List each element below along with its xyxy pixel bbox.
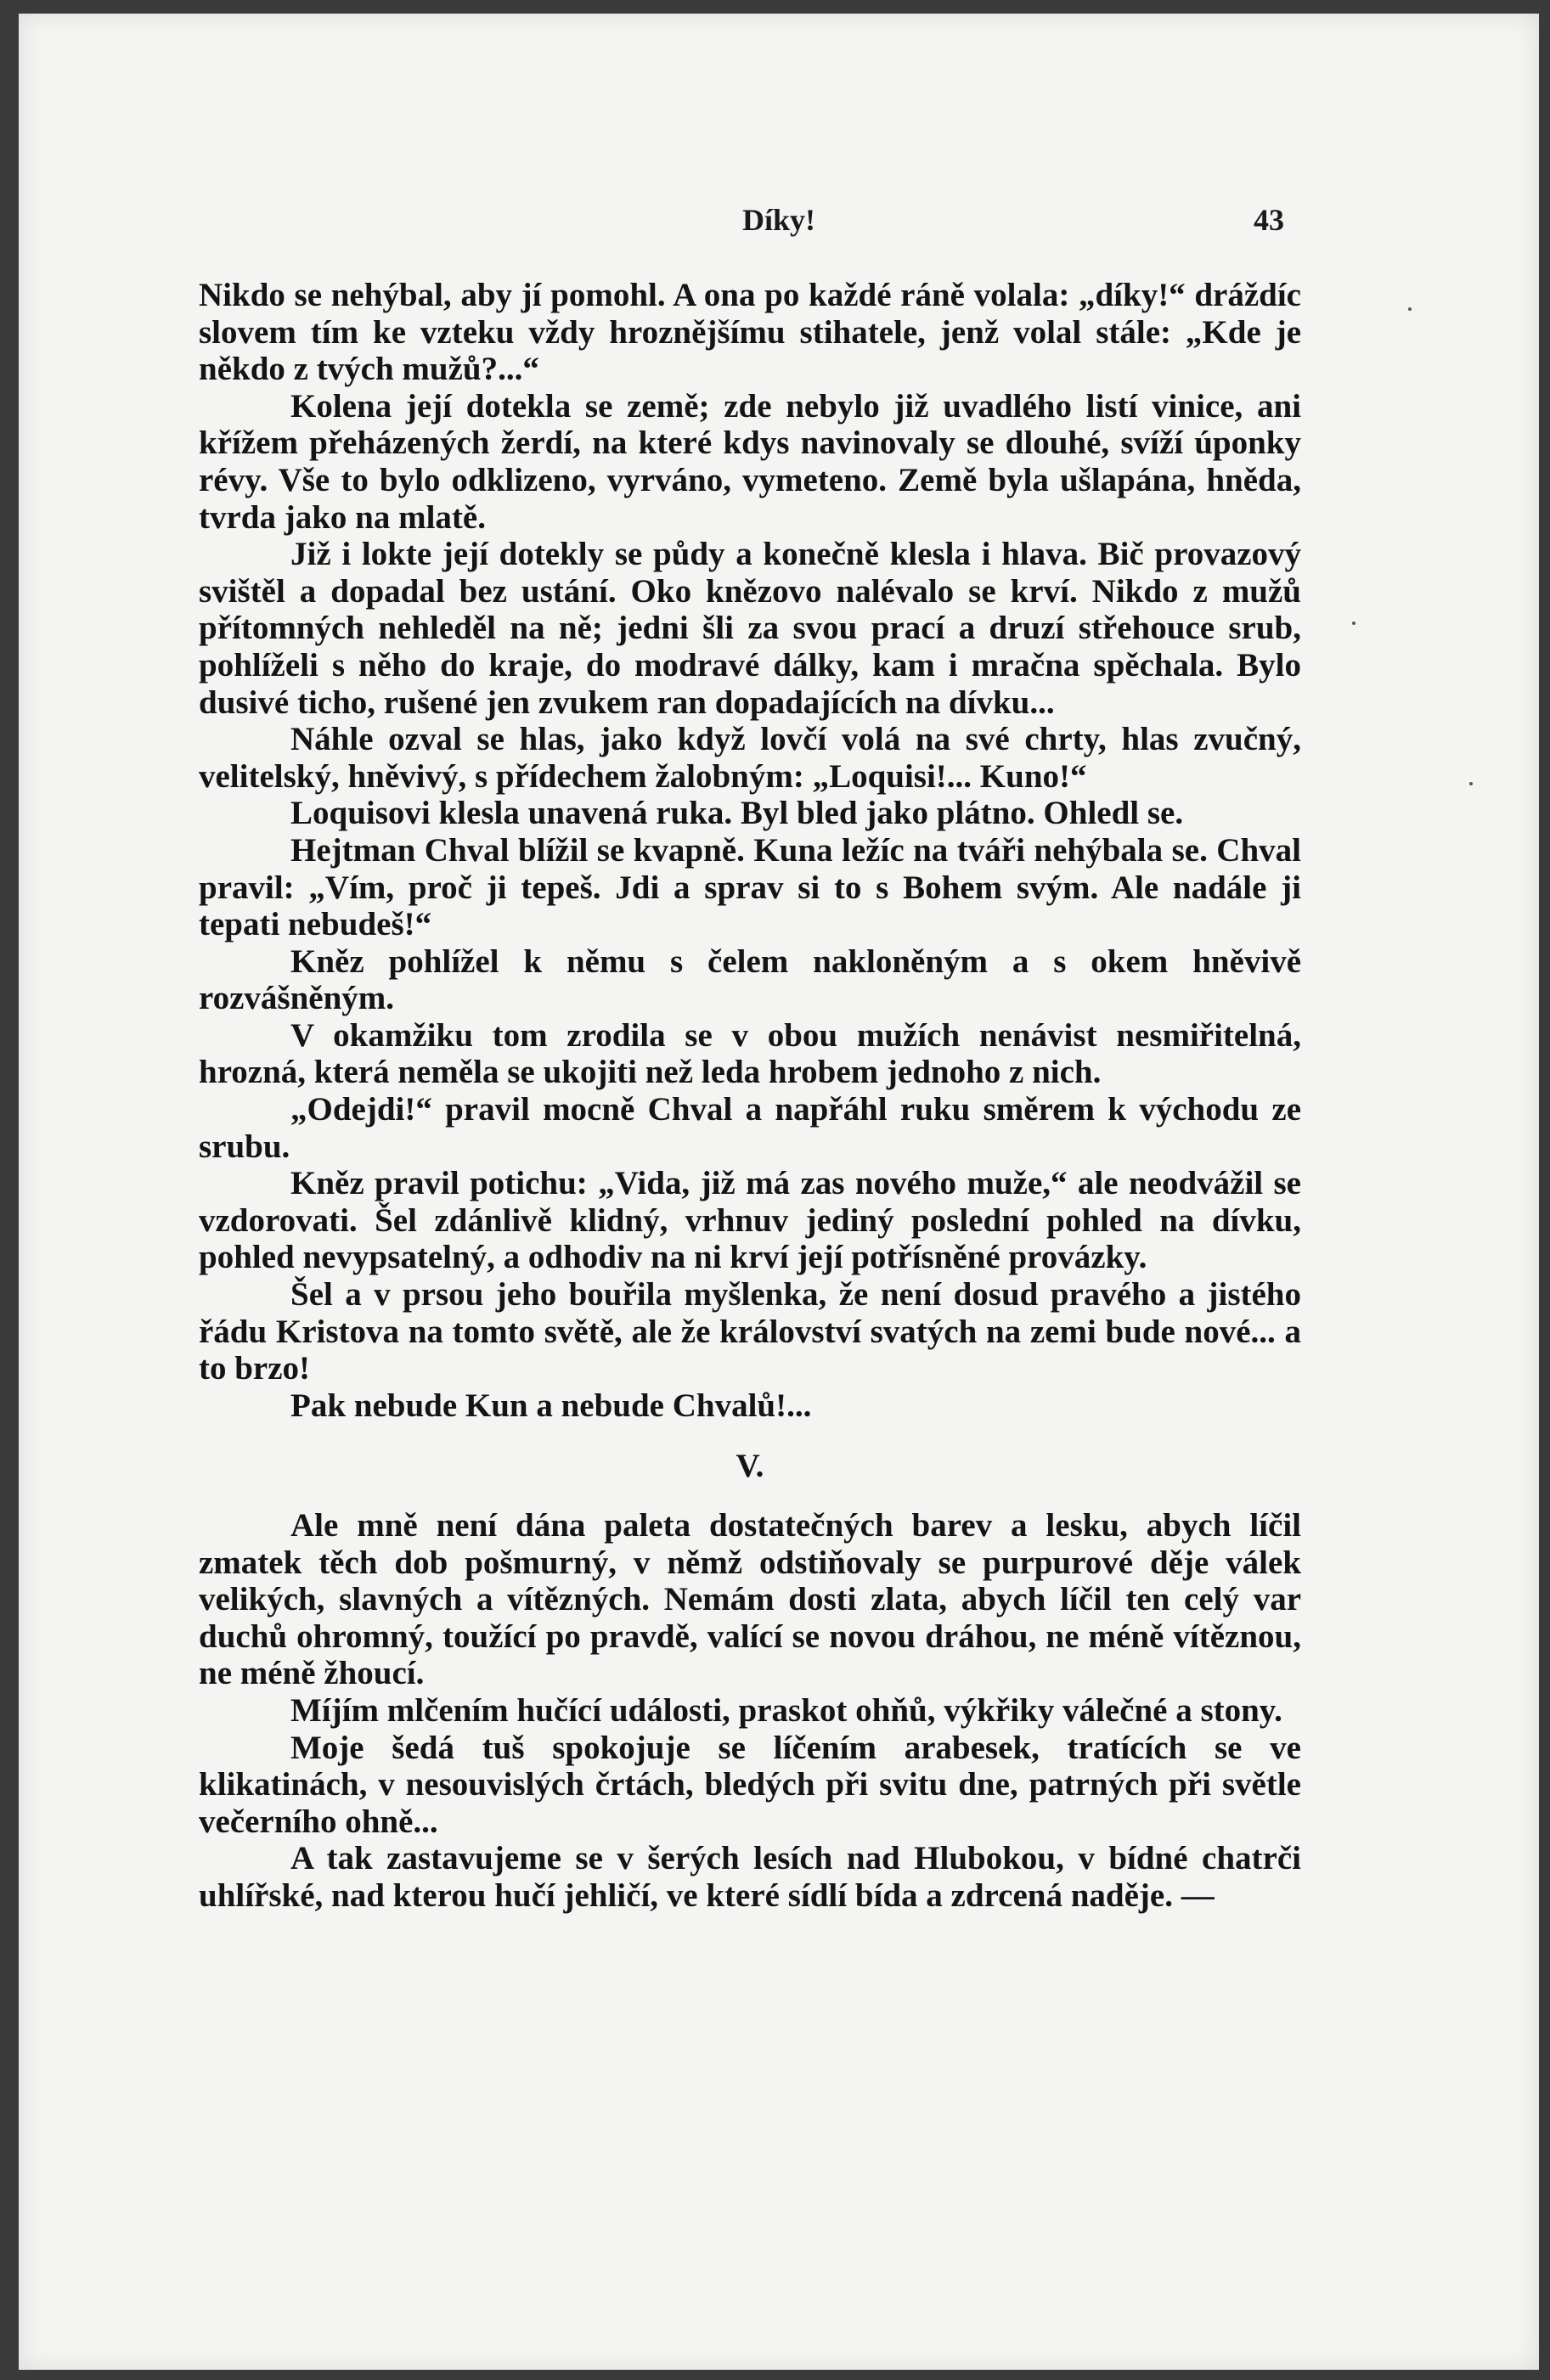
paragraph: Loquisovi klesla unavená ruka. Byl bled jako plátno. Ohledl se. (290, 795, 1184, 832)
paragraph: Kněz pravil potichu: „Vida, již má zas nového muže,“ ale neodvážil se vzdorovati. Šel zdánlivě klidný, vrhnuv jediný poslední pohled na dívku, pohled nevypsatelný, a odhodiv na ni krví její potřísněné provázky. (199, 1165, 1301, 1276)
paper-speck (1469, 782, 1473, 785)
paper-speck (1352, 622, 1356, 625)
paragraph: Šel a v prsou jeho bouřila myšlenka, že není dosud pravého a jistého řádu Kristova na tomto světě, ale že království svatých na zemi bude nové... a to brzo! (199, 1276, 1301, 1387)
paragraph: Kolena její dotekla se země; zde nebylo již uvadlého listí vinice, ani křížem přeházených žerdí, na které kdys navinovaly se dlouhé, svíží úponky révy. Vše to bylo odklizeno, vyrváno, vymeteno. Země byla ušlapána, hněda, tvrda jako na mlatě. (199, 387, 1301, 536)
paragraph: V okamžiku tom zrodila se v obou mužích nenávist nesmiřitelná, hrozná, která neměla se ukojiti než leda hrobem jednoho z nich. (199, 1016, 1301, 1091)
paragraph: Ale mně není dána paleta dostatečných barev a lesku, abych líčil zmatek těch dob pošmurný, v němž odstiňovaly se purpurové děje válek velikých, slavných a vítězných. Nemám dosti zlata, abych líčil ten celý var duchů ohromný, toužící po pravdě, valící se novou dráhou, ne méně vítěznou, ne méně žhoucí. (199, 1507, 1301, 1692)
paragraph: Moje šedá tuš spokojuje se líčením arabesek, tratících se ve klikatinách, v nesouvislých črtách, bledých při svitu dne, patrných při světle večerního ohně... (199, 1729, 1301, 1840)
paragraph: Hejtman Chval blížil se kvapně. Kuna ležíc na tváři nehýbala se. Chval pravil: „Vím, proč ji tepeš. Jdi a sprav si to s Bohem svým. Ale nadále ji tepati nebudeš!“ (199, 831, 1301, 943)
page-number: 43 (1254, 203, 1284, 237)
running-title: Díky! (741, 203, 815, 237)
paragraph: Míjím mlčením hučící události, praskot ohňů, výkřiky válečné a stony. (290, 1691, 1282, 1729)
page-header (19, 202, 1539, 245)
body-text (199, 277, 1301, 1915)
book-page (19, 14, 1539, 2370)
paper-speck (1408, 307, 1412, 311)
paragraph: „Odejdi!“ pravil mocně Chval a napřáhl ruku směrem k východu ze srubu. (199, 1091, 1301, 1165)
paragraph: Pak nebude Kun a nebude Chvalů!... (290, 1387, 812, 1424)
paragraph: Již i lokte její dotekly se půdy a konečně klesla i hlava. Bič provazový svištěl a dopadal bez ustání. Oko knězovo nalévalo se krví. Nikdo z mužů přítomných nehleděl na ně; jedni šli za svou prací a druzí střehouce srub, pohlíželi s něho do kraje, do modravé dálky, kam i mračna spěchala. Bylo dusivé ticho, rušené jen zvukem ran dopadajících na dívku... (199, 536, 1301, 721)
paragraph: Nikdo se nehýbal, aby jí pomohl. A ona po každé ráně volala: „díky!“ dráždíc slovem tím ke vzteku vždy hroznějšímu stihatele, jenž volal stále: „Kde je někdo z tvých mužů?...“ (199, 277, 1301, 388)
paragraph: Náhle ozval se hlas, jako když lovčí volá na své chrty, hlas zvučný, velitelský, hněvivý, s přídechem žalobným: „Loquisi!... Kuno!“ (199, 721, 1301, 795)
section-heading: V. (736, 1448, 764, 1485)
paragraph: A tak zastavujeme se v šerých lesích nad Hlubokou, v bídné chatrči uhlířské, nad kterou hučí jehličí, ve které sídlí bída a zdrcená naděje. — (199, 1840, 1301, 1914)
paragraph: Kněz pohlížel k němu s čelem nakloněným a s okem hněvivě rozvášněným. (199, 942, 1301, 1017)
